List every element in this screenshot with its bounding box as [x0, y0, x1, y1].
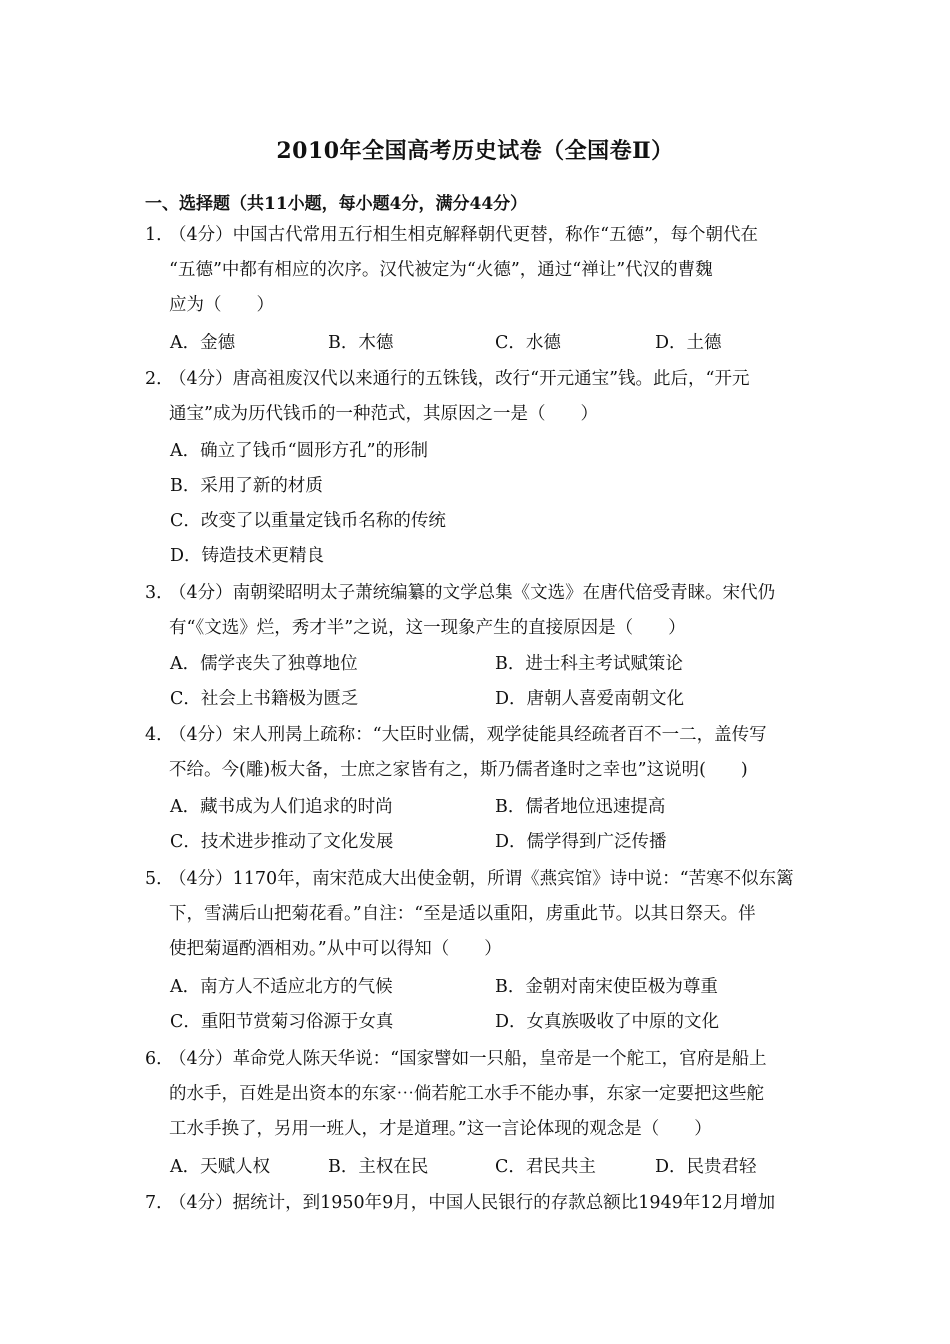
question-number: 4． — [145, 725, 174, 745]
option-c[interactable]: C．技术进步推动了文化发展 — [170, 832, 394, 852]
option-b[interactable]: B．儒者地位迅速提高 — [495, 797, 666, 817]
question-number: 1． — [145, 225, 174, 245]
options-2 — [170, 434, 810, 574]
option-b[interactable]: B．金朝对南宋使臣极为尊重 — [495, 977, 718, 997]
option-c[interactable]: C．水德 — [495, 333, 561, 353]
question-2 — [145, 362, 810, 432]
option-d[interactable]: D．土德 — [655, 333, 722, 353]
question-text-line: （4分）南朝梁昭明太子萧统编纂的文学总集《文选》在唐代倍受青睐。宋代仍 — [169, 583, 776, 603]
option-c[interactable]: C．君民共主 — [495, 1157, 596, 1177]
option-a[interactable]: A．天赋人权 — [170, 1157, 271, 1177]
option-a[interactable]: A．藏书成为人们追求的时尚 — [170, 797, 393, 817]
option-d[interactable]: D．民贵君轻 — [655, 1157, 757, 1177]
question-text-line: 的水手，百姓是出资本的东家⋯倘若舵工水手不能办事，东家一定要把这些舵 — [169, 1084, 764, 1104]
options-4 — [170, 790, 810, 860]
option-c[interactable]: C．改变了以重量定钱币名称的传统 — [170, 511, 446, 531]
question-6 — [145, 1042, 810, 1147]
question-1 — [145, 218, 810, 323]
question-text-line: （4分）唐高祖废汉代以来通行的五铢钱，改行“开元通宝”钱。此后，“开元 — [169, 369, 750, 389]
question-4 — [145, 718, 810, 788]
question-number: 7． — [145, 1193, 174, 1213]
question-5 — [145, 862, 810, 967]
question-text-line: （4分）宋人刑昺上疏称：“大臣时业儒，观学徒能具经疏者百不一二，盖传写 — [169, 725, 767, 745]
option-c[interactable]: C．重阳节赏菊习俗源于女真 — [170, 1012, 394, 1032]
option-d[interactable]: D．铸造技术更精良 — [170, 546, 325, 566]
option-c[interactable]: C．社会上书籍极为匮乏 — [170, 689, 359, 709]
question-text-line: “五德”中都有相应的次序。汉代被定为“火德”，通过“禅让”代汉的曹魏 — [169, 260, 713, 280]
page-title: 2010年全国高考历史试卷（全国卷Ⅱ） — [276, 138, 674, 164]
question-text-line: 下，雪满后山把菊花看。”自注：“至是适以重阳，虏重此节。以其日祭天。伴 — [169, 904, 756, 924]
option-a[interactable]: A．确立了钱币“圆形方孔”的形制 — [170, 441, 429, 461]
option-a[interactable]: A．南方人不适应北方的气候 — [170, 977, 393, 997]
option-a[interactable]: A．金德 — [170, 333, 236, 353]
option-b[interactable]: B．进士科主考试赋策论 — [495, 654, 683, 674]
section-heading: 一、选择题（共11小题，每小题4分，满分44分） — [145, 194, 528, 214]
question-text-line: 应为（ ） — [169, 295, 274, 315]
option-b[interactable]: B．木德 — [328, 333, 394, 353]
options-5 — [170, 970, 810, 1040]
question-3 — [145, 576, 810, 646]
question-number: 2． — [145, 369, 174, 389]
options-6 — [170, 1150, 810, 1185]
option-b[interactable]: B．采用了新的材质 — [170, 476, 323, 496]
question-7 — [145, 1186, 810, 1221]
options-1 — [170, 326, 810, 361]
question-text-line: （4分）据统计，到1950年9月，中国人民银行的存款总额比1949年12月增加 — [169, 1193, 776, 1213]
question-number: 6． — [145, 1049, 174, 1069]
options-3 — [170, 647, 810, 717]
question-text-line: （4分）革命党人陈天华说：“国家譬如一只船，皇帝是一个舵工，官府是船上 — [169, 1049, 767, 1069]
question-text-line: 有“《文选》烂，秀才半”之说，这一现象产生的直接原因是（ ） — [169, 618, 686, 638]
question-number: 5． — [145, 869, 174, 889]
question-text-line: 使把菊逼酌酒相劝。”从中可以得知（ ） — [169, 939, 502, 959]
option-d[interactable]: D．儒学得到广泛传播 — [495, 832, 667, 852]
option-a[interactable]: A．儒学丧失了独尊地位 — [170, 654, 358, 674]
question-text-line: （4分）中国古代常用五行相生相克解释朝代更替，称作“五德”，每个朝代在 — [169, 225, 759, 245]
option-d[interactable]: D．女真族吸收了中原的文化 — [495, 1012, 720, 1032]
question-number: 3． — [145, 583, 174, 603]
question-text-line: 工水手换了，另用一班人，才是道理。”这一言论体现的观念是（ ） — [169, 1119, 712, 1139]
question-text-line: 不给。今(雕)板大备，士庶之家皆有之，斯乃儒者逢时之幸也”这说明( ) — [169, 760, 748, 780]
option-b[interactable]: B．主权在民 — [328, 1157, 429, 1177]
question-text-line: （4分）1170年，南宋范成大出使金朝，所谓《燕宾馆》诗中说：“苦寒不似东篱 — [169, 869, 794, 889]
question-text-line: 通宝”成为历代钱币的一种范式，其原因之一是（ ） — [169, 404, 598, 424]
option-d[interactable]: D．唐朝人喜爱南朝文化 — [495, 689, 685, 709]
